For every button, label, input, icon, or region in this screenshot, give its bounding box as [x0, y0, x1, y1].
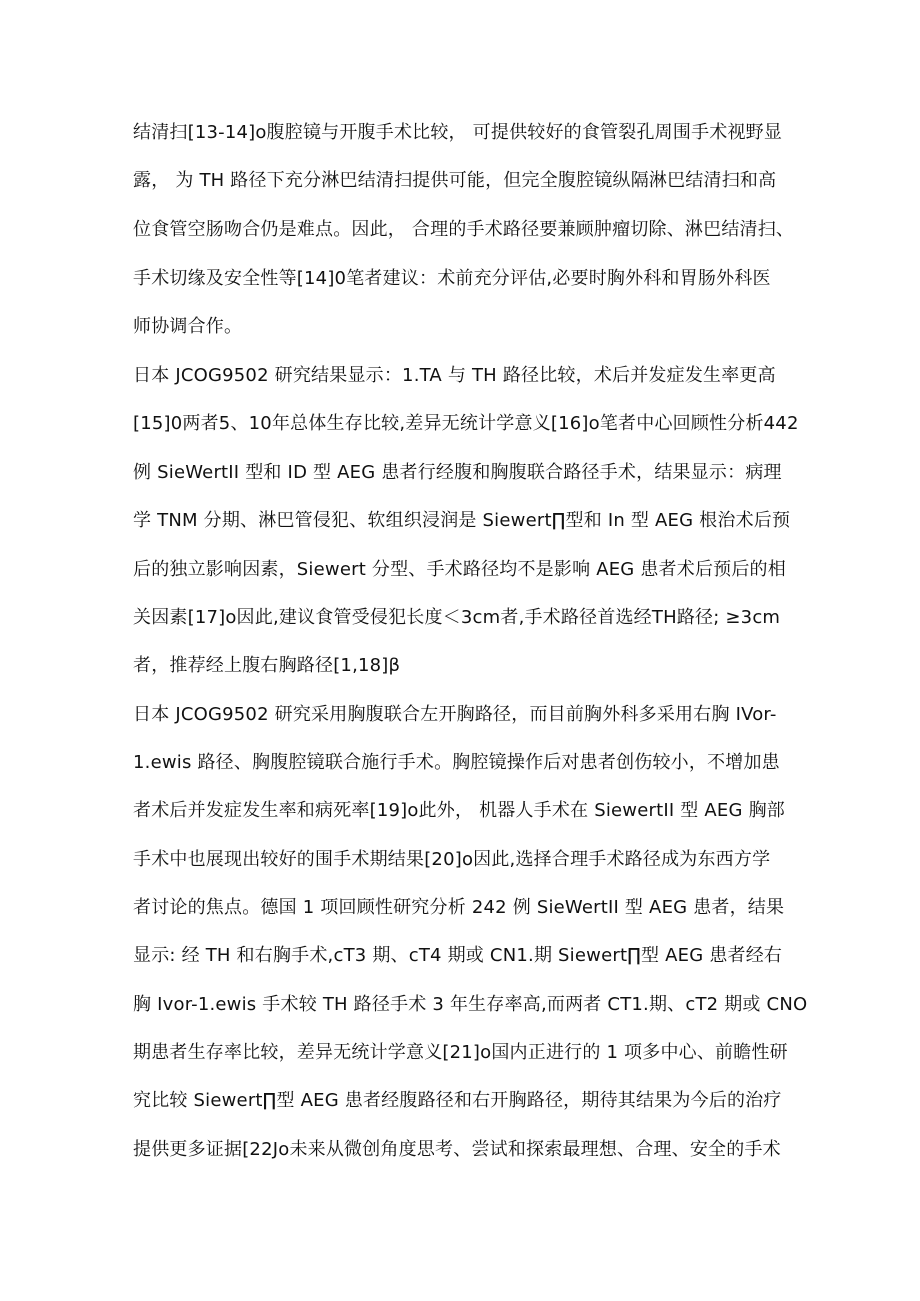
text-line-19: 胸 Ivor-1.ewis 手术较 TH 路径手术 3 年生存率高,而两者 CT1.期、cT2 期或 CNO: [133, 994, 808, 1015]
text-line-6: 日本 JCOG9502 研究结果显示：1.TA 与 TH 路径比较，术后并发症发生率更高: [133, 365, 776, 386]
text-line-11: 关因素[17]o因此,建议食管受侵犯长度＜3cm者,手术路径首选经TH路径; ≥3cm: [133, 607, 781, 628]
text-line-13: 日本 JCOG9502 研究采用胸腹联合左开胸路径，而目前胸外科多采用右胸 IVor-: [133, 704, 777, 725]
text-line-17: 者讨论的焦点。德国 1 项回顾性研究分析 242 例 SieWertII 型 AEG 患者，结果: [133, 897, 785, 918]
text-line-8: 例 SieWertII 型和 ID 型 AEG 患者行经腹和胸腹联合路径手术，结果显示：病理: [133, 462, 782, 483]
text-line-12: 者，推荐经上腹右胸路径[1,18]β: [133, 655, 401, 676]
text-line-14: 1.ewis 路径、胸腹腔镜联合施行手术。胸腔镜操作后对患者创伤较小，不增加患: [133, 752, 780, 773]
text-line-7: [15]0两者5、10年总体生存比较,差异无统计学意义[16]o笔者中心回顾性分析442: [133, 413, 799, 434]
text-line-21: 究比较 Siewert∏型 AEG 患者经腹路径和右开胸路径，期待其结果为今后的治疗: [133, 1090, 782, 1111]
text-line-15: 者术后并发症发生率和病死率[19]o此外， 机器人手术在 SiewertII 型 AEG 胸部: [133, 800, 785, 821]
text-line-1: 结清扫[13-14]o腹腔镜与开腹手术比较， 可提供较好的食管裂孔周围手术视野显: [133, 122, 783, 143]
text-line-9: 学 TNM 分期、淋巴管侵犯、软组织浸润是 Siewert∏型和 In 型 AEG 根治术后预: [133, 510, 791, 531]
text-line-3: 位食管空肠吻合仍是难点。因此， 合理的手术路径要兼顾肿瘤切除、淋巴结清扫、: [133, 219, 795, 240]
text-line-22: 提供更多证据[22Jo未来从微创角度思考、尝试和探索最理想、合理、安全的手术: [133, 1139, 781, 1160]
text-line-20: 期患者生存率比较，差异无统计学意义[21]o国内正进行的 1 项多中心、前瞻性研: [133, 1042, 788, 1063]
text-line-4: 手术切缘及安全性等[14]0笔者建议：术前充分评估,必要时胸外科和胃肠外科医: [133, 268, 771, 289]
text-line-5: 师协调合作。: [133, 316, 243, 337]
text-line-2: 露， 为 TH 路径下充分淋巴结清扫提供可能，但完全腹腔镜纵隔淋巴结清扫和高: [133, 170, 777, 191]
text-line-18: 显示: 经 TH 和右胸手术,cT3 期、cT4 期或 CN1.期 Siewert∏型 AEG 患者经右: [133, 945, 783, 966]
text-line-16: 手术中也展现出较好的围手术期结果[20]o因此,选择合理手术路径成为东西方学: [133, 849, 771, 870]
text-line-10: 后的独立影响因素，Siewert 分型、手术路径均不是影响 AEG 患者术后预后的相: [133, 559, 786, 580]
